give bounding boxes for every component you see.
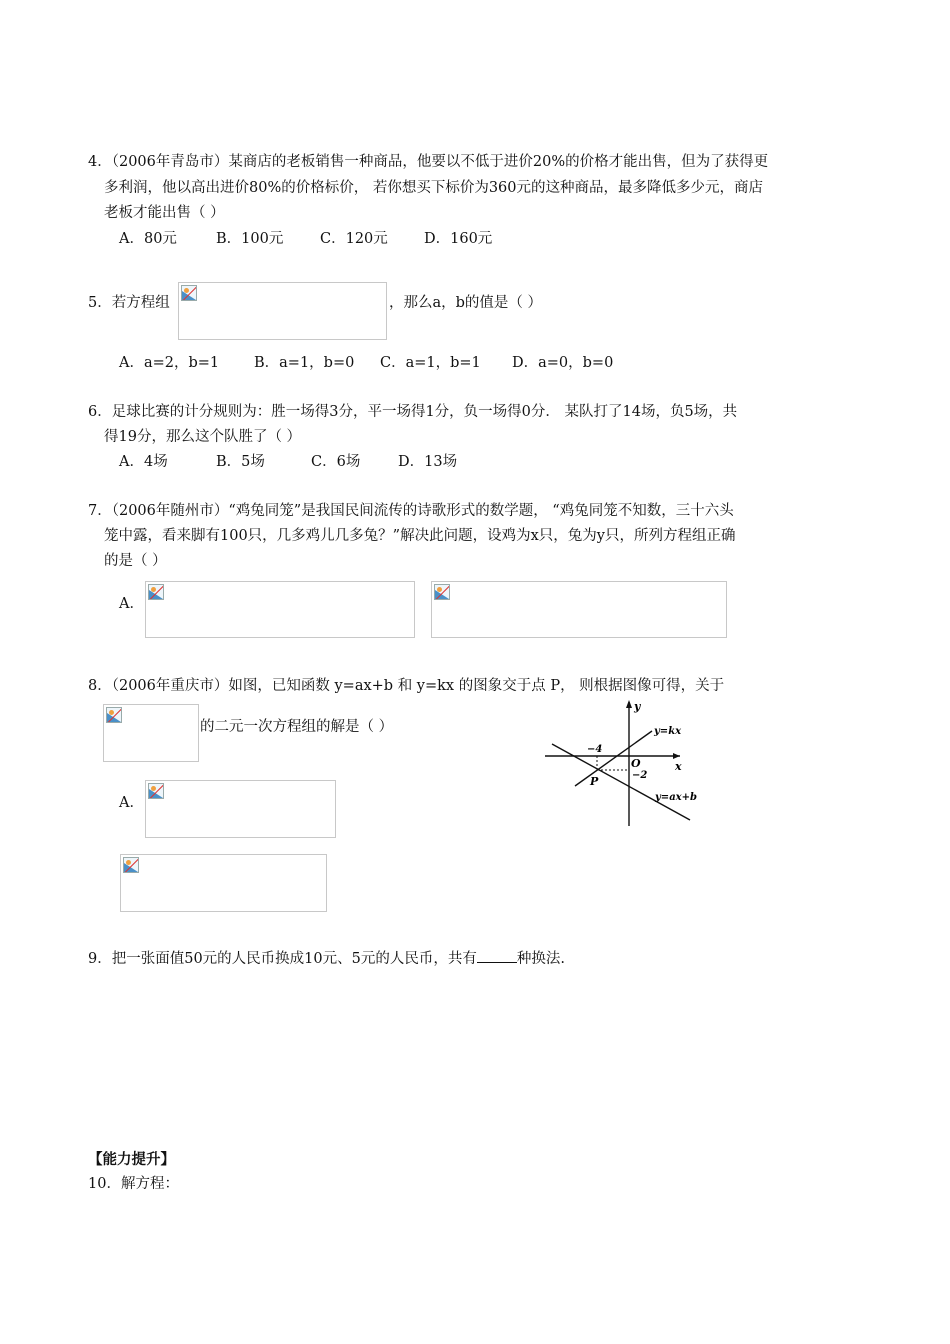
section-heading: 【能力提升】 bbox=[88, 1152, 175, 1168]
q8-function-graph bbox=[540, 698, 720, 828]
graph-line2-label: y=ax+b bbox=[655, 792, 698, 803]
graph-y-label: y bbox=[634, 700, 641, 713]
q5-option-a: A．a=2，b=1 bbox=[119, 355, 220, 371]
q9-prefix: 9．把一张面值50元的人民币换成10元、5元的人民币，共有 bbox=[88, 951, 477, 967]
broken-image-icon bbox=[181, 285, 197, 301]
q5-option-b: B．a=1，b=0 bbox=[254, 355, 355, 371]
graph-x-label: x bbox=[675, 760, 682, 773]
q9-suffix: 种换法. bbox=[516, 951, 565, 967]
q8-option-b-image bbox=[120, 854, 327, 912]
broken-image-icon bbox=[148, 584, 164, 600]
q7-line1: 7．（2006年随州市）“鸡兔同笼”是我国民间流传的诗歌形式的数学题， “鸡兔同笼不知数，三十六头 bbox=[88, 503, 734, 519]
broken-image-icon bbox=[148, 783, 164, 799]
q6-option-a: A．4场 bbox=[119, 454, 168, 470]
q7-option-b-image bbox=[431, 581, 727, 638]
q4-line2: 多利润，他以高出进价80%的价格标价， 若你想买下标价为360元的这种商品，最多降低多少元，商店 bbox=[104, 180, 764, 196]
graph-x-tick: −4 bbox=[587, 744, 603, 755]
q7-line2: 笼中露，看来脚有100只，几多鸡儿几多兔？”解决此问题，设鸡为x只，兔为y只，所列方程组正确 bbox=[104, 528, 736, 544]
q8-variables-image bbox=[103, 704, 199, 762]
q7-line3: 的是（ ） bbox=[104, 553, 167, 569]
q4-option-c: C．120元 bbox=[320, 231, 388, 247]
x-axis-arrow bbox=[673, 753, 680, 759]
q7-option-a-image bbox=[145, 581, 415, 638]
q6-option-d: D．13场 bbox=[398, 454, 458, 470]
q9-answer-blank[interactable] bbox=[477, 948, 517, 963]
q8-line2: 的二元一次方程组的解是（ ） bbox=[200, 719, 394, 735]
q5-prefix: 5．若方程组 bbox=[88, 295, 170, 311]
q6-line1: 6．足球比赛的计分规则为：胜一场得3分，平一场得1分，负一场得0分． 某队打了14场，负5场，共 bbox=[88, 404, 738, 420]
broken-image-icon bbox=[434, 584, 450, 600]
graph-y-tick: −2 bbox=[632, 770, 648, 781]
q6-line2: 得19分，那么这个队胜了（ ） bbox=[104, 429, 302, 445]
q5-option-d: D．a=0，b=0 bbox=[512, 355, 614, 371]
q5-suffix: ，那么a，b的值是（ ） bbox=[389, 295, 543, 311]
broken-image-icon bbox=[106, 707, 122, 723]
q5-equation-image bbox=[178, 282, 387, 340]
broken-image-icon bbox=[123, 857, 139, 873]
graph-point-p-label: P bbox=[590, 775, 599, 788]
q9-line bbox=[88, 948, 565, 969]
graph-origin-label: O bbox=[631, 757, 641, 770]
q4-line1: 4．（2006年青岛市）某商店的老板销售一种商品，他要以不低于进价20%的价格才能出售，但为了获得更 bbox=[88, 154, 769, 170]
q8-option-a-label: A． bbox=[119, 795, 144, 811]
q4-option-a: A．80元 bbox=[119, 231, 177, 247]
q4-option-d: D．160元 bbox=[424, 231, 493, 247]
q8-option-a-image bbox=[145, 780, 336, 838]
q5-option-c: C．a=1，b=1 bbox=[380, 355, 481, 371]
q4-option-b: B．100元 bbox=[216, 231, 284, 247]
q4-line3: 老板才能出售（ ） bbox=[104, 205, 225, 221]
q7-option-a-label: A． bbox=[119, 596, 144, 612]
q8-line1: 8．（2006年重庆市）如图，已知函数 y=ax+b 和 y=kx 的图象交于点 P， 则根据图像可得，关于 bbox=[88, 678, 725, 694]
y-axis-arrow bbox=[626, 700, 632, 708]
q6-option-c: C．6场 bbox=[311, 454, 361, 470]
q10-line: 10．解方程： bbox=[88, 1176, 179, 1192]
q6-option-b: B．5场 bbox=[216, 454, 265, 470]
graph-line1-label: y=kx bbox=[654, 726, 682, 737]
